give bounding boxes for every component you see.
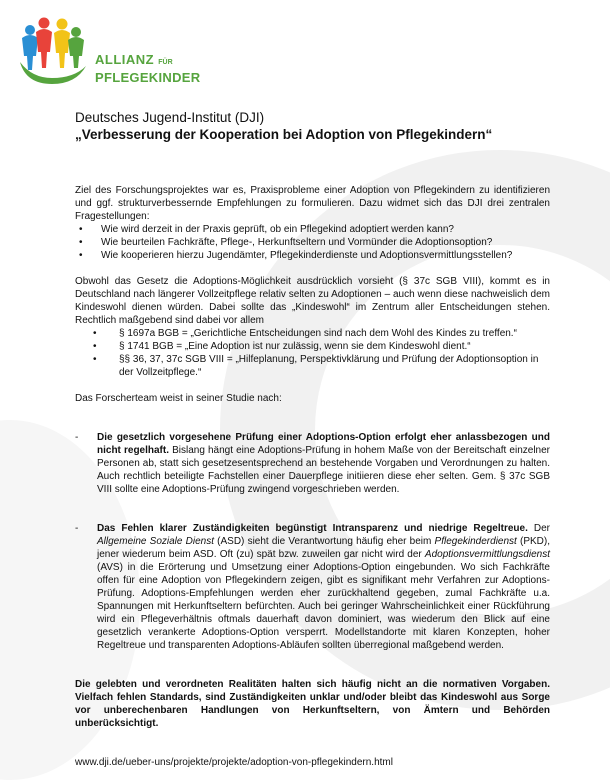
question-item: • Wie wird derzeit in der Praxis geprüft, ob ein Pflegekind adoptiert werden kann? xyxy=(75,223,550,236)
law-item: • § 1697a BGB = „Gerichtliche Entscheidungen sind nach dem Wohl des Kindes zu treffen.“ xyxy=(89,327,550,340)
conclusion-paragraph xyxy=(75,678,550,730)
organization-name: Deutsches Jugend-Institut (DJI) xyxy=(75,110,265,125)
term-pkd: Pflegekinderdienst xyxy=(434,536,517,547)
logo-text-fuer: FÜR xyxy=(158,59,173,66)
finding-2-text: (PKD), jener wiederum beim ASD. Oft (zu) spät bzw. zuweilen gar nicht wird der xyxy=(97,536,551,560)
findings-lead: Das Forscherteam weist in seiner Studie nach: xyxy=(75,393,282,404)
finding-1-headline: Die gesetzlich vorgesehene Prüfung einer Adoptions-Option erfolgt eher anlassbezogen und nicht regelhaft. xyxy=(97,432,550,456)
law-item: • §§ 36, 37, 37c SGB VIII = „Hilfeplanung, Perspektivklärung und Prüfung der Adoptionsoption in der Vollzeitpflege.“ xyxy=(89,353,550,379)
question-item: • Wie beurteilen Fachkräfte, Pflege-, Herkunftseltern und Vormünder die Adoptionsoption? xyxy=(75,236,550,249)
conclusion-text: Die gelebten und verordneten Realitäten halten sich häufig nicht an die normativen Vorgaben. Vielfach fehlen Standards, sind Zuständigkeiten unklar und/oder bleibt das Kindeswohl aus Sorge vor unberechenbaren Handlungen von Herkunftseltern, von Ämtern und Behörden unberücksichtigt. xyxy=(75,679,550,729)
question-item: • Wie kooperieren hierzu Jugendämter, Pflegekinderdienste und Adoptionsvermittlungsstellen? xyxy=(75,249,550,262)
dash-marker: - xyxy=(75,523,79,534)
finding-1-text: Bislang hängt eine Adoptions-Prüfung in hohem Maße von der Bereitschaft einzelner Personen ab, statt sich gesetzesentsprechend an bestehende Vorgaben und Verordnungen zu halten. Auch rechtlich beteiligte Fachstellen einer Dauerpflege initiieren diese eher selten. Gem. § 37c SGB VIII sollte eine Adoptions-Prüfung zwingend vorgeschrieben werden. xyxy=(97,445,550,495)
finding-2-headline: Das Fehlen klarer Zuständigkeiten begünstigt Intransparenz und niedrige Regeltreue. xyxy=(97,523,528,534)
finding-2 xyxy=(75,522,550,652)
intro-paragraph: Ziel des Forschungsprojektes war es, Praxisprobleme einer Adoption von Pflegekindern zu identifizieren und ggf. strukturverbessernde Empfehlungen zu formulieren. Dazu widmet sich das DJI drei zentralen Fragestellungen: xyxy=(75,185,550,222)
law-list xyxy=(89,327,550,379)
logo-text-allianz: ALLIANZ xyxy=(95,52,155,67)
law-paragraph: Obwohl das Gesetz die Adoptions-Möglichkeit ausdrücklich vorsieht (§ 37c SGB VIII), kommt es in Deutschland nach längerer Vollzeitpflege relativ selten zu Adoptionen – auch wenn diese nachweislich dem Kindeswohl dienen würden. Dabei sollte das „Kindeswohl“ im Zentrum aller Entscheidungen stehen. Rechtlich maßgebend sind dabei vor allem xyxy=(75,276,550,326)
question-list xyxy=(75,223,550,262)
document-body xyxy=(75,109,550,769)
document-title: „Verbesserung der Kooperation bei Adoption von Pflegekindern“ xyxy=(75,127,493,142)
project-link[interactable]: www.dji.de/ueber-uns/projekte/projekte/adoption-von-pflegekindern.html xyxy=(75,757,393,768)
finding-2-text: (ASD) sieht die Verantwortung häufig eher beim xyxy=(213,536,435,547)
term-avs: Adoptionsvermittlungsdienst xyxy=(424,549,550,560)
dash-marker: - xyxy=(75,432,79,443)
logo-family-icon xyxy=(12,10,92,90)
logo xyxy=(12,10,202,92)
finding-2-text: (AVS) in die Erörterung und Umsetzung einer Adoptions-Option eingebunden. Wo sich Fachkräfte offen für eine Adoption von Pflegekindern zeigen, gibt es signifikant mehr Verfahren zur Adoptions-Prüfung. Adoptions-Empfehlungen werden eher zurückhaltend gegeben, zumal Fachkräfte u.a. Spannungen mit Herkunftseltern befürchten. Auch bei geringer Wahrscheinlichkeit einer Rückführung wird ein Pflegeverhältnis oftmals dauerhaft davon dominiert, was wiederum den Blick auf eine gesetzlich verankerte Adoptions-Option versperrt. Modellstandorte mit klaren Konzepten, hoher Regeltreue und transparenten Adoptions-Abläufen sollten überregional maßgebend werden. xyxy=(97,562,550,651)
finding-1 xyxy=(75,431,550,496)
term-asd: Allgemeine Soziale Dienst xyxy=(97,536,214,547)
finding-2-text: Der xyxy=(527,523,550,534)
law-item: • § 1741 BGB = „Eine Adoption ist nur zulässig, wenn sie dem Kindeswohl dient.“ xyxy=(89,340,550,353)
logo-text-pflegekinder: PFLEGEKINDER xyxy=(95,70,201,85)
